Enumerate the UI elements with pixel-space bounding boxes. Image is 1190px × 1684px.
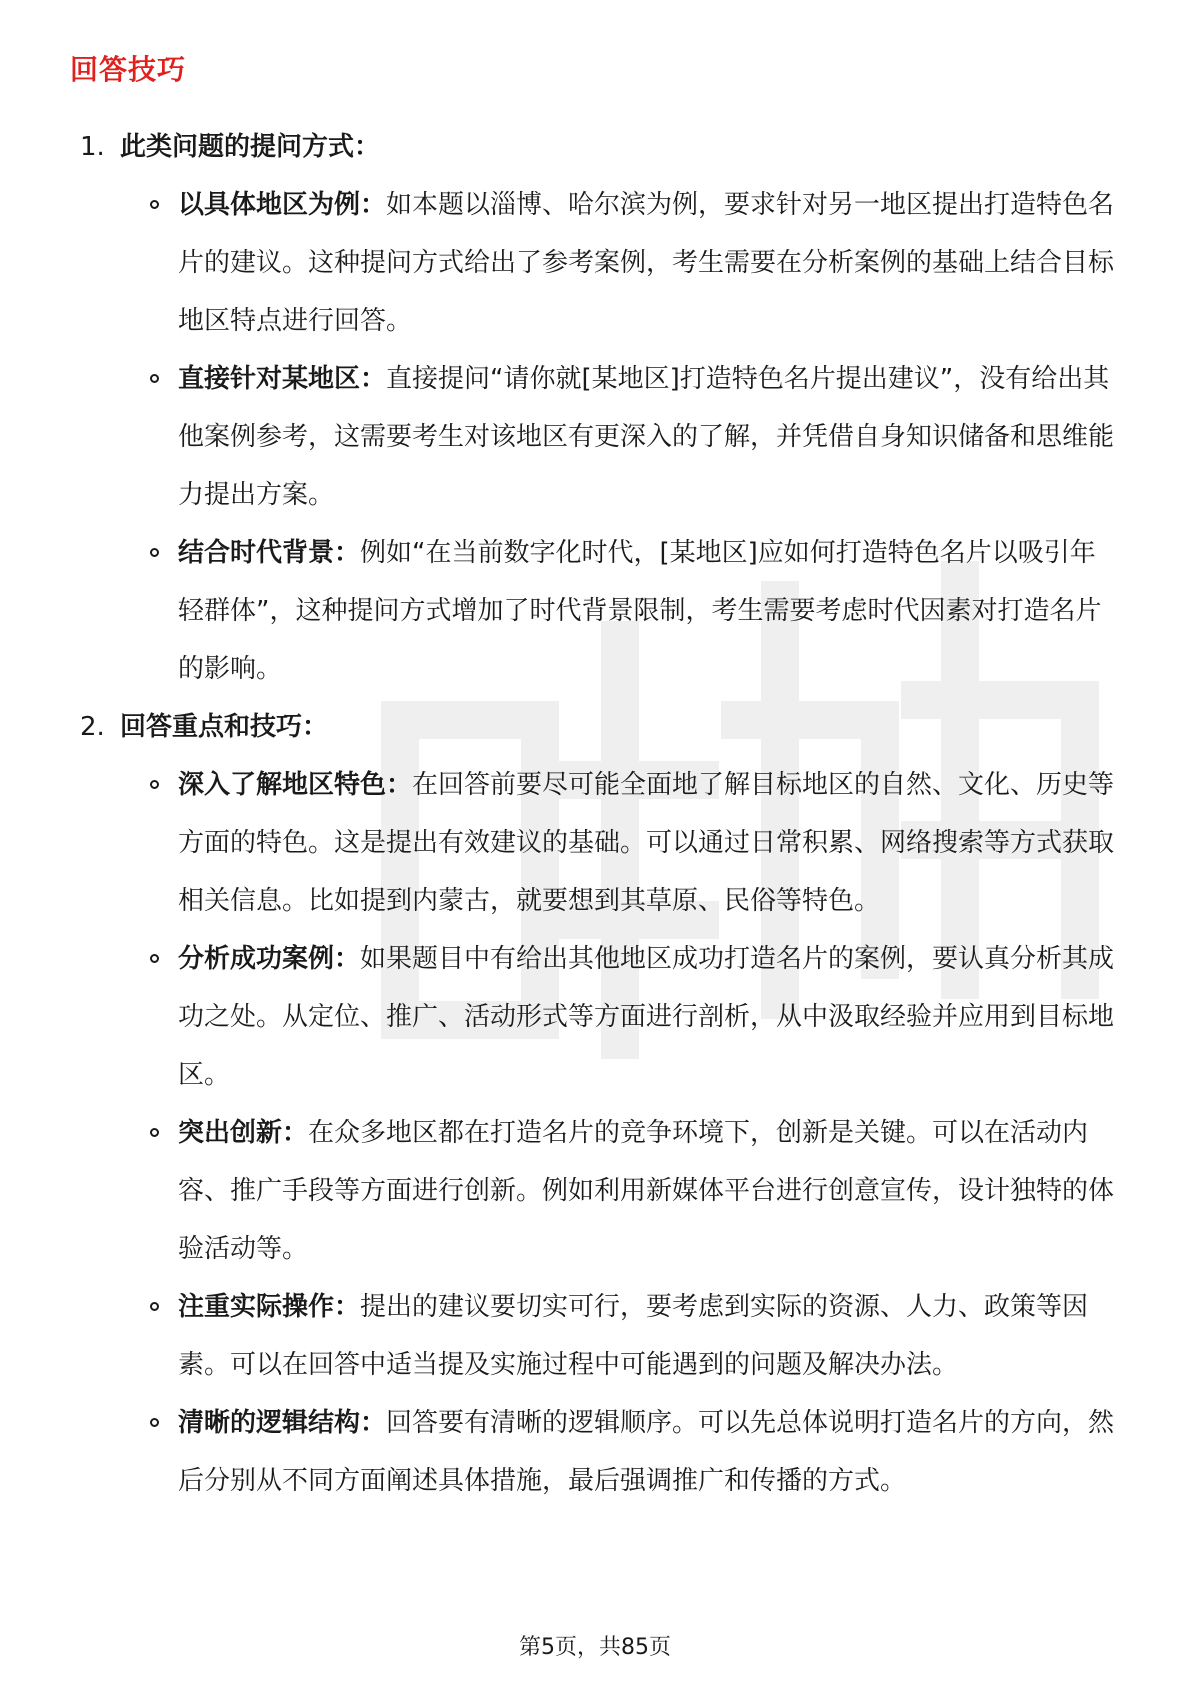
content-body xyxy=(80,118,1120,1510)
item-label: 直接针对某地区： xyxy=(178,364,387,394)
item-text: 在众多地区都在打造名片的竞争环境下，创新是关键。可以在活动内容、推广手段等方面进行创新。例如利用新媒体平台进行创意宣传，设计独特的体验活动等。 xyxy=(178,1118,1115,1264)
group-answer-tips xyxy=(80,698,1120,1510)
list-item xyxy=(80,930,1120,1104)
item-text: 提出的建议要切实可行，要考虑到实际的资源、人力、政策等因素。可以在回答中适当提及实施过程中可能遇到的问题及解决办法。 xyxy=(178,1292,1089,1380)
group-title: 回答重点和技巧： xyxy=(120,712,329,742)
circle-bullet-icon xyxy=(150,374,159,383)
item-text: 如本题以淄博、哈尔滨为例，要求针对另一地区提出打造特色名片的建议。这种提问方式给出了参考案例，考生需要在分析案例的基础上结合目标地区特点进行回答。 xyxy=(178,190,1115,336)
item-label: 突出创新： xyxy=(178,1118,309,1148)
item-label: 以具体地区为例： xyxy=(178,190,387,220)
item-label: 深入了解地区特色： xyxy=(178,770,413,800)
item-label: 注重实际操作： xyxy=(178,1292,361,1322)
list-item xyxy=(80,350,1120,524)
item-text: 在回答前要尽可能全面地了解目标地区的自然、文化、历史等方面的特色。这是提出有效建议的基础。可以通过日常积累、网络搜索等方式获取相关信息。比如提到内蒙古，就要想到其草原、民俗等特色。 xyxy=(178,770,1115,916)
circle-bullet-icon xyxy=(150,200,159,209)
circle-bullet-icon xyxy=(150,1128,159,1137)
list-item xyxy=(80,1394,1120,1510)
circle-bullet-icon xyxy=(150,954,159,963)
list-item xyxy=(80,176,1120,350)
item-text: 如果题目中有给出其他地区成功打造名片的案例，要认真分析其成功之处。从定位、推广、活动形式等方面进行剖析，从中汲取经验并应用到目标地区。 xyxy=(178,944,1115,1090)
list-item xyxy=(80,524,1120,698)
item-label: 结合时代背景： xyxy=(178,538,361,568)
circle-bullet-icon xyxy=(150,780,159,789)
item-text: 回答要有清晰的逻辑顺序。可以先总体说明打造名片的方向，然后分别从不同方面阐述具体措施，最后强调推广和传播的方式。 xyxy=(178,1408,1115,1496)
item-label: 分析成功案例： xyxy=(178,944,361,974)
page-footer: 第5页，共85页 xyxy=(519,1635,671,1660)
item-text: 直接提问“请你就[某地区]打造特色名片提出建议”，没有给出其他案例参考，这需要考生对该地区有更深入的了解，并凭借自身知识储备和思维能力提出方案。 xyxy=(178,364,1115,510)
item-label: 清晰的逻辑结构： xyxy=(178,1408,387,1438)
group-question-types xyxy=(80,118,1120,698)
section-title: 回答技巧 xyxy=(70,53,187,86)
item-text: 例如“在当前数字化时代，[某地区]应如何打造特色名片以吸引年轻群体”，这种提问方式增加了时代背景限制，考生需要考虑时代因素对打造名片的影响。 xyxy=(178,538,1102,684)
circle-bullet-icon xyxy=(150,548,159,557)
list-item xyxy=(80,1104,1120,1278)
group-heading xyxy=(80,698,1120,756)
list-item xyxy=(80,756,1120,930)
circle-bullet-icon xyxy=(150,1302,159,1311)
group-title: 此类问题的提问方式： xyxy=(120,132,381,162)
group-number: 2. xyxy=(80,712,105,742)
list-item xyxy=(80,1278,1120,1394)
group-number: 1. xyxy=(80,132,105,162)
group-heading xyxy=(80,118,1120,176)
circle-bullet-icon xyxy=(150,1418,159,1427)
